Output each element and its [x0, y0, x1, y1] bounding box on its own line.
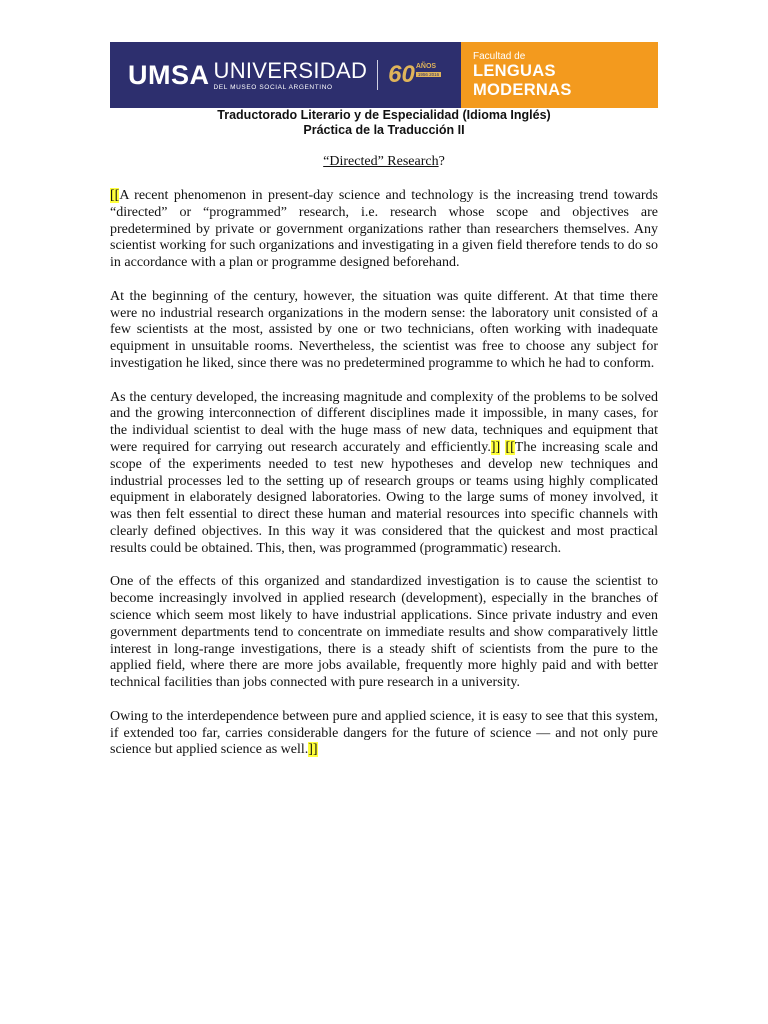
paragraph-3-text-a: As the century developed, the increasing magnitude and complexity of the problems to be solved and the growing interconnection of different disciplines made it impossible, in many cases, for the individual scientist to deal with the huge mass of new data, techniques and equipment that were required for carrying out research accurately and efficiently.: [110, 389, 658, 455]
bracket-close-marker: ]]: [308, 742, 318, 758]
umsa-logo-text: UMSA: [128, 59, 210, 90]
universidad-text: UNIVERSIDAD: [213, 57, 368, 83]
paragraph-5: [110, 709, 658, 759]
bracket-close-marker: ]]: [490, 439, 501, 455]
anniversary-badge: [388, 63, 441, 87]
anniversary-word: AÑOS: [415, 63, 437, 70]
paragraph-2: At the beginning of the century, however, the situation was quite different. At that time there were no industrial research organizations in the modern sense: the laboratory unit consisted of a few scientists at the most, assisted by one or two technicians, often working with inadequate equipment in unsuitable rooms. Nevertheless, the scientist was free to choose any subject for investigation he liked, since there was no predetermined programme to which he had to conform.: [110, 288, 658, 371]
bracket-open-marker: [[: [505, 439, 515, 455]
paragraph-4: One of the effects of this organized and standardized investigation is to cause the scientist to become increasingly involved in applied research (development), especially in the branches of science which seem most likely to have industrial applications. Since private industry and even government departments tend to concentrate on immediate results and show comparatively little interest in long-range investigations, there is a steady shift of scientists from the pure to the applied field, where there are more jobs available, frequently more highly paid and with better technical facilities than jobs connected with pure research in a university.: [110, 574, 658, 691]
paragraph-5-text: Owing to the interdependence between pure and applied science, it is easy to see that this system, if extended too far, carries considerable dangers for the future of science — and not only pure science but applied science as well.: [110, 708, 658, 758]
course-subtitle: Práctica de la Traducción II: [303, 123, 465, 137]
document-title: [110, 154, 658, 170]
bracket-open-marker: [[: [110, 188, 120, 203]
paragraph-3-text-b: The increasing scale and scope of the experiments needed to test new hypotheses and develop new techniques and industrial processes led to the setting up of research groups or teams using highly complicated equipment in elaborately designed laboratories. Owing to the large sums of money involved, it was then felt essential to direct these human and material resources into specific channels with clearly defined objectives. In this way it was considered that the quickest and most practical results could be obtained. This, then, was programmed (programmatic) research.: [110, 439, 659, 556]
document-body: [110, 188, 658, 776]
faculty-logo: [461, 42, 658, 108]
header-banner: [110, 42, 658, 108]
paragraph-3: [110, 390, 658, 558]
universidad-subtitle: DEL MUSEO SOCIAL ARGENTINO: [213, 83, 333, 91]
anniversary-number: 60: [388, 61, 415, 88]
lenguas-modernas-text: LENGUAS MODERNAS: [473, 62, 572, 99]
anniversary-years: 1956 2016: [417, 72, 440, 77]
paragraph-1: [110, 188, 658, 272]
facultad-text: Facultad de: [473, 51, 526, 63]
paragraph-1-text: A recent phenomenon in present-day science and technology is the increasing trend towards “directed” or “programmed” research, i.e. research whose scope and objectives are predetermined by private or government organizations rather than researchers themselves. Any scientist working for such organizations and investigating in a given field therefore tends to do so in accordance with a plan or programme designed beforehand.: [110, 188, 658, 271]
logo-divider: [377, 60, 378, 90]
course-title: Traductorado Literario y de Especialidad (Idioma Inglés): [217, 108, 551, 122]
university-logo: [110, 42, 461, 108]
universidad-block: [213, 57, 368, 91]
title-suffix: ?: [438, 154, 445, 169]
title-underlined: “Directed” Research: [323, 154, 439, 169]
